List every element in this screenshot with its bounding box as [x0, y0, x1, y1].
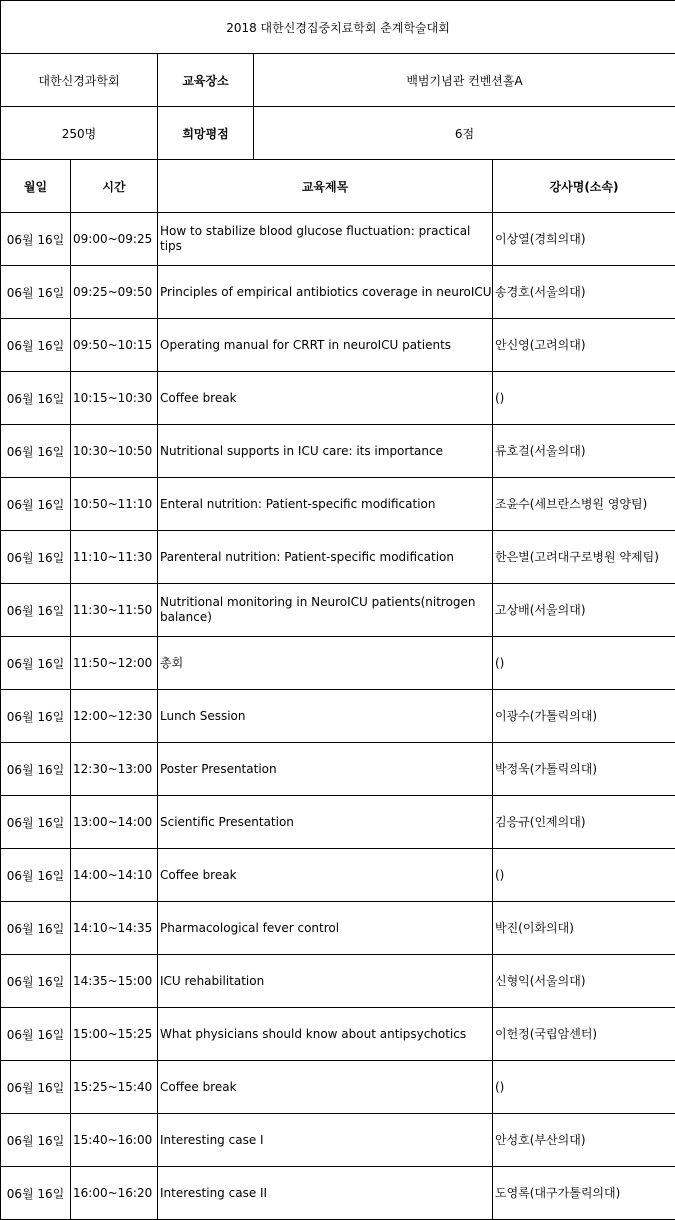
speaker-cell: 박진(이화의대) — [493, 902, 675, 955]
table-row — [1, 1114, 675, 1167]
time-cell: 10:15~10:30 — [71, 372, 158, 425]
header-speaker: 강사명(소속) — [493, 160, 675, 213]
speaker-cell: () — [493, 1061, 675, 1114]
time-cell: 15:00~15:25 — [71, 1008, 158, 1061]
table-row — [1, 319, 675, 372]
points-label: 희망평점 — [158, 107, 254, 160]
date-cell: 06월 16일 — [1, 372, 71, 425]
table-row — [1, 1167, 675, 1220]
topic-cell: Pharmacological fever control — [158, 902, 493, 955]
date-cell: 06월 16일 — [1, 690, 71, 743]
topic-cell: Lunch Session — [158, 690, 493, 743]
date-cell: 06월 16일 — [1, 1114, 71, 1167]
schedule-body — [1, 213, 675, 1220]
speaker-cell: () — [493, 849, 675, 902]
speaker-cell: 박정욱(가톨릭의대) — [493, 743, 675, 796]
speaker-cell: 조윤수(세브란스병원 영양팀) — [493, 478, 675, 531]
header-date: 월일 — [1, 160, 71, 213]
date-cell: 06월 16일 — [1, 902, 71, 955]
date-cell: 06월 16일 — [1, 955, 71, 1008]
topic-cell: Operating manual for CRRT in neuroICU patients — [158, 319, 493, 372]
time-cell: 14:10~14:35 — [71, 902, 158, 955]
capacity: 250명 — [1, 107, 158, 160]
date-cell: 06월 16일 — [1, 531, 71, 584]
time-cell: 15:25~15:40 — [71, 1061, 158, 1114]
topic-cell: Coffee break — [158, 1061, 493, 1114]
speaker-cell: () — [493, 372, 675, 425]
date-cell: 06월 16일 — [1, 1167, 71, 1220]
date-cell: 06월 16일 — [1, 743, 71, 796]
date-cell: 06월 16일 — [1, 319, 71, 372]
event-title: 2018 대한신경집중치료학회 춘계학술대회 — [1, 1, 675, 54]
table-row — [1, 266, 675, 319]
time-cell: 16:00~16:20 — [71, 1167, 158, 1220]
table-row — [1, 1008, 675, 1061]
table-row — [1, 796, 675, 849]
time-cell: 09:50~10:15 — [71, 319, 158, 372]
table-row — [1, 849, 675, 902]
table-row — [1, 213, 675, 266]
topic-cell: Nutritional monitoring in NeuroICU patients(nitrogen balance) — [158, 584, 493, 637]
date-cell: 06월 16일 — [1, 1008, 71, 1061]
date-cell: 06월 16일 — [1, 425, 71, 478]
time-cell: 15:40~16:00 — [71, 1114, 158, 1167]
table-row — [1, 743, 675, 796]
table-row — [1, 1061, 675, 1114]
topic-cell: Poster Presentation — [158, 743, 493, 796]
time-cell: 09:00~09:25 — [71, 213, 158, 266]
venue-value: 백범기념관 컨벤션홀A — [254, 54, 675, 107]
time-cell: 12:00~12:30 — [71, 690, 158, 743]
organizer: 대한신경과학회 — [1, 54, 158, 107]
speaker-cell: 한은별(고려대구로병원 약제팀) — [493, 531, 675, 584]
topic-cell: Enteral nutrition: Patient-specific modification — [158, 478, 493, 531]
time-cell: 14:00~14:10 — [71, 849, 158, 902]
speaker-cell: () — [493, 637, 675, 690]
table-row — [1, 637, 675, 690]
date-cell: 06월 16일 — [1, 266, 71, 319]
topic-cell: 총회 — [158, 637, 493, 690]
topic-cell: Interesting case II — [158, 1167, 493, 1220]
date-cell: 06월 16일 — [1, 796, 71, 849]
speaker-cell: 김응규(인제의대) — [493, 796, 675, 849]
topic-cell: Principles of empirical antibiotics coverage in neuroICU — [158, 266, 493, 319]
topic-cell: ICU rehabilitation — [158, 955, 493, 1008]
speaker-cell: 이광수(가톨릭의대) — [493, 690, 675, 743]
table-row — [1, 372, 675, 425]
speaker-cell: 류호걸(서울의대) — [493, 425, 675, 478]
time-cell: 14:35~15:00 — [71, 955, 158, 1008]
date-cell: 06월 16일 — [1, 637, 71, 690]
table-row — [1, 955, 675, 1008]
topic-cell: How to stabilize blood glucose fluctuation: practical tips — [158, 213, 493, 266]
time-cell: 11:10~11:30 — [71, 531, 158, 584]
date-cell: 06월 16일 — [1, 213, 71, 266]
time-cell: 12:30~13:00 — [71, 743, 158, 796]
speaker-cell: 이헌정(국립암센터) — [493, 1008, 675, 1061]
speaker-cell: 도영록(대구가톨릭의대) — [493, 1167, 675, 1220]
date-cell: 06월 16일 — [1, 478, 71, 531]
table-row — [1, 690, 675, 743]
time-cell: 10:50~11:10 — [71, 478, 158, 531]
speaker-cell: 신형익(서울의대) — [493, 955, 675, 1008]
points-value: 6점 — [254, 107, 675, 160]
date-cell: 06월 16일 — [1, 849, 71, 902]
time-cell: 13:00~14:00 — [71, 796, 158, 849]
time-cell: 11:50~12:00 — [71, 637, 158, 690]
header-time: 시간 — [71, 160, 158, 213]
topic-cell: Interesting case I — [158, 1114, 493, 1167]
date-cell: 06월 16일 — [1, 1061, 71, 1114]
venue-label: 교육장소 — [158, 54, 254, 107]
time-cell: 09:25~09:50 — [71, 266, 158, 319]
time-cell: 11:30~11:50 — [71, 584, 158, 637]
speaker-cell: 고상배(서울의대) — [493, 584, 675, 637]
topic-cell: Coffee break — [158, 849, 493, 902]
time-cell: 10:30~10:50 — [71, 425, 158, 478]
topic-cell: What physicians should know about antipsychotics — [158, 1008, 493, 1061]
speaker-cell: 안신영(고려의대) — [493, 319, 675, 372]
speaker-cell: 이상열(경희의대) — [493, 213, 675, 266]
table-row — [1, 531, 675, 584]
header-topic: 교육제목 — [158, 160, 493, 213]
table-row — [1, 902, 675, 955]
speaker-cell: 안성호(부산의대) — [493, 1114, 675, 1167]
topic-cell: Nutritional supports in ICU care: its importance — [158, 425, 493, 478]
speaker-cell: 송경호(서울의대) — [493, 266, 675, 319]
table-row — [1, 584, 675, 637]
topic-cell: Coffee break — [158, 372, 493, 425]
topic-cell: Scientific Presentation — [158, 796, 493, 849]
date-cell: 06월 16일 — [1, 584, 71, 637]
topic-cell: Parenteral nutrition: Patient-specific modification — [158, 531, 493, 584]
table-row — [1, 425, 675, 478]
table-row — [1, 478, 675, 531]
